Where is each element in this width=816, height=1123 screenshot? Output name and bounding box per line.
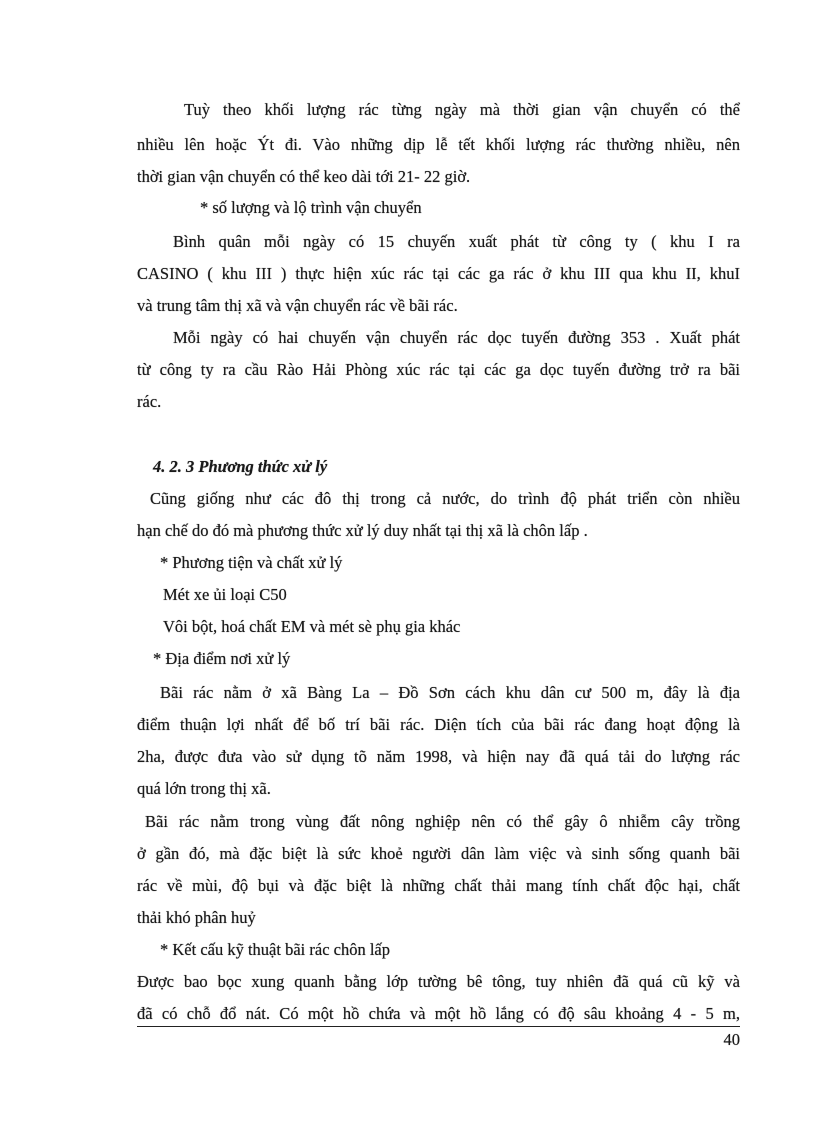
paragraph-line: thời gian vận chuyển có thể keo dài tới 21- 22 giờ. <box>137 167 471 186</box>
subheading-line: * Địa điểm nơi xử lý <box>153 649 291 668</box>
paragraph-line: thải khó phân huỷ <box>137 908 256 927</box>
footer-rule <box>137 1026 740 1027</box>
paragraph-line: từ công ty ra cầu Rào Hải Phòng xúc rác tại các ga dọc tuyến đường trở ra bãi <box>137 360 740 379</box>
subheading-line: * số lượng và lộ trình vận chuyển <box>200 198 422 217</box>
page-number: 40 <box>723 1030 740 1049</box>
paragraph-line: đã có chỗ đổ nát. Có một hồ chứa và một hồ lắng có độ sâu khoảng 4 - 5 m, <box>137 1004 740 1023</box>
paragraph-line: Được bao bọc xung quanh bằng lớp tường bê tông, tuy nhiên đã quá cũ kỹ và <box>137 972 740 991</box>
paragraph-line: Bãi rác nằm trong vùng đất nông nghiệp nên có thể gây ô nhiễm cây trồng <box>145 812 740 831</box>
paragraph-line: hạn chế do đó mà phương thức xử lý duy nhất tại thị xã là chôn lấp . <box>137 521 588 540</box>
paragraph-line: điểm thuận lợi nhất để bố trí bãi rác. Diện tích của bãi rác đang hoạt động là <box>137 715 740 734</box>
paragraph-line: Cũng giống như các đô thị trong cả nước, do trình độ phát triển còn nhiều <box>150 489 740 508</box>
paragraph-line: Mỗi ngày có hai chuyến vận chuyển rác dọc tuyến đường 353 . Xuất phát <box>173 328 740 347</box>
paragraph-line: rác về mùi, độ bụi và đặc biệt là những chất thải mang tính chất độc hại, chất <box>137 876 740 895</box>
paragraph-line: CASINO ( khu III ) thực hiện xúc rác tại các ga rác ở khu III qua khu II, khuI <box>137 264 740 283</box>
paragraph-line: Tuỳ theo khối lượng rác từng ngày mà thời gian vận chuyển có thể <box>184 100 740 119</box>
paragraph-line: Bãi rác nằm ở xã Bàng La – Đồ Sơn cách khu dân cư 500 m, đây là địa <box>160 683 740 702</box>
paragraph-line: nhiều lên hoặc Ýt đi. Vào những dịp lễ tết khối lượng rác thường nhiều, nên <box>137 135 740 154</box>
paragraph-line: Bình quân mỗi ngày có 15 chuyến xuất phát từ công ty ( khu I ra <box>173 232 740 251</box>
paragraph-line: và trung tâm thị xã và vận chuyển rác về bãi rác. <box>137 296 458 315</box>
section-heading: 4. 2. 3 Phương thức xử lý <box>153 457 328 476</box>
paragraph-line: rác. <box>137 392 162 411</box>
paragraph-line: Vôi bột, hoá chất EM và mét sè phụ gia khác <box>163 617 461 636</box>
paragraph-line: 2ha, được đưa vào sử dụng tõ năm 1998, và hiện nay đã quá tải do lượng rác <box>137 747 740 766</box>
paragraph-line: quá lớn trong thị xã. <box>137 779 271 798</box>
subheading-line: * Kết cấu kỹ thuật bãi rác chôn lấp <box>160 940 390 959</box>
paragraph-line: Mét xe ủi loại C50 <box>163 585 287 604</box>
subheading-line: * Phương tiện và chất xử lý <box>160 553 343 572</box>
paragraph-line: ở gần đó, mà đặc biệt là sức khoẻ người dân làm việc và sinh sống quanh bãi <box>137 844 740 863</box>
